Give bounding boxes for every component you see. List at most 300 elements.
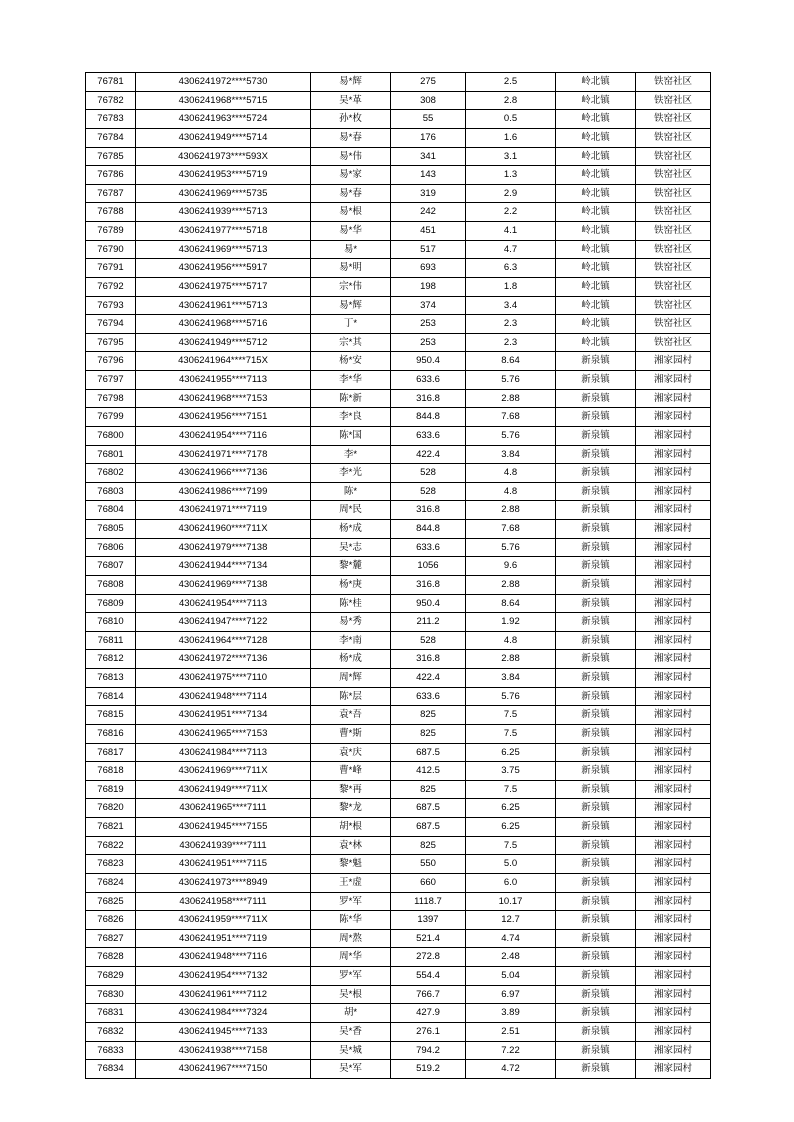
cell-rate: 2.9 <box>466 184 556 203</box>
cell-rate: 5.04 <box>466 967 556 986</box>
table-row <box>86 482 711 501</box>
cell-name: 杨*安 <box>311 352 391 371</box>
table-row <box>86 687 711 706</box>
cell-village: 湘家园村 <box>636 911 711 930</box>
cell-name: 吴*军 <box>311 1060 391 1079</box>
cell-village: 湘家园村 <box>636 855 711 874</box>
cell-rate: 7.5 <box>466 724 556 743</box>
cell-row-id: 76785 <box>86 147 136 166</box>
cell-row-id: 76831 <box>86 1004 136 1023</box>
cell-village: 湘家园村 <box>636 706 711 725</box>
cell-town: 新泉镇 <box>556 371 636 390</box>
cell-name: 易*辉 <box>311 73 391 92</box>
cell-amount: 253 <box>391 315 466 334</box>
cell-row-id: 76793 <box>86 296 136 315</box>
cell-row-id: 76833 <box>86 1041 136 1060</box>
cell-rate: 6.25 <box>466 799 556 818</box>
cell-rate: 1.92 <box>466 613 556 632</box>
cell-town: 新泉镇 <box>556 818 636 837</box>
cell-row-id: 76798 <box>86 389 136 408</box>
table-row <box>86 873 711 892</box>
cell-town: 岭北镇 <box>556 203 636 222</box>
records-table <box>85 72 711 1079</box>
cell-amount: 316.8 <box>391 389 466 408</box>
cell-id-number: 4306241961****7112 <box>136 985 311 1004</box>
cell-row-id: 76794 <box>86 315 136 334</box>
table-row <box>86 277 711 296</box>
table-row <box>86 426 711 445</box>
cell-amount: 272.8 <box>391 948 466 967</box>
cell-town: 新泉镇 <box>556 1060 636 1079</box>
cell-village: 铁窑社区 <box>636 166 711 185</box>
cell-rate: 2.3 <box>466 333 556 352</box>
cell-town: 新泉镇 <box>556 650 636 669</box>
cell-row-id: 76787 <box>86 184 136 203</box>
cell-town: 新泉镇 <box>556 873 636 892</box>
cell-village: 铁窑社区 <box>636 259 711 278</box>
cell-amount: 521.4 <box>391 929 466 948</box>
cell-row-id: 76822 <box>86 836 136 855</box>
cell-amount: 316.8 <box>391 650 466 669</box>
cell-row-id: 76821 <box>86 818 136 837</box>
cell-amount: 554.4 <box>391 967 466 986</box>
cell-village: 湘家园村 <box>636 557 711 576</box>
cell-row-id: 76803 <box>86 482 136 501</box>
cell-name: 杨*成 <box>311 520 391 539</box>
cell-amount: 253 <box>391 333 466 352</box>
cell-amount: 1056 <box>391 557 466 576</box>
cell-id-number: 4306241972****5730 <box>136 73 311 92</box>
cell-village: 湘家园村 <box>636 631 711 650</box>
table-row <box>86 613 711 632</box>
cell-rate: 1.3 <box>466 166 556 185</box>
cell-row-id: 76809 <box>86 594 136 613</box>
cell-rate: 5.76 <box>466 426 556 445</box>
cell-id-number: 4306241977****5718 <box>136 222 311 241</box>
table-row <box>86 594 711 613</box>
cell-name: 陈*层 <box>311 687 391 706</box>
cell-village: 湘家园村 <box>636 743 711 762</box>
cell-name: 杨*庚 <box>311 575 391 594</box>
cell-village: 湘家园村 <box>636 650 711 669</box>
cell-town: 新泉镇 <box>556 1041 636 1060</box>
cell-id-number: 4306241973****593X <box>136 147 311 166</box>
cell-id-number: 4306241955****7113 <box>136 371 311 390</box>
cell-town: 新泉镇 <box>556 967 636 986</box>
cell-village: 湘家园村 <box>636 1004 711 1023</box>
cell-town: 新泉镇 <box>556 948 636 967</box>
cell-rate: 7.5 <box>466 836 556 855</box>
cell-name: 易*辉 <box>311 296 391 315</box>
cell-village: 铁窑社区 <box>636 110 711 129</box>
table-row <box>86 855 711 874</box>
cell-town: 新泉镇 <box>556 724 636 743</box>
cell-amount: 528 <box>391 482 466 501</box>
cell-town: 新泉镇 <box>556 520 636 539</box>
cell-id-number: 4306241971****7178 <box>136 445 311 464</box>
cell-rate: 2.8 <box>466 91 556 110</box>
cell-amount: 316.8 <box>391 575 466 594</box>
cell-rate: 2.88 <box>466 575 556 594</box>
cell-row-id: 76813 <box>86 669 136 688</box>
table-row <box>86 650 711 669</box>
cell-row-id: 76807 <box>86 557 136 576</box>
cell-id-number: 4306241973****8949 <box>136 873 311 892</box>
cell-rate: 2.2 <box>466 203 556 222</box>
cell-id-number: 4306241951****7134 <box>136 706 311 725</box>
cell-id-number: 4306241954****7132 <box>136 967 311 986</box>
cell-rate: 5.0 <box>466 855 556 874</box>
cell-village: 铁窑社区 <box>636 315 711 334</box>
cell-rate: 5.76 <box>466 687 556 706</box>
cell-town: 新泉镇 <box>556 408 636 427</box>
cell-name: 周*辉 <box>311 669 391 688</box>
table-row <box>86 333 711 352</box>
cell-name: 吴*香 <box>311 1022 391 1041</box>
cell-village: 铁窑社区 <box>636 184 711 203</box>
cell-id-number: 4306241949****5714 <box>136 128 311 147</box>
cell-id-number: 4306241949****711X <box>136 780 311 799</box>
cell-town: 新泉镇 <box>556 799 636 818</box>
cell-town: 新泉镇 <box>556 352 636 371</box>
cell-amount: 517 <box>391 240 466 259</box>
cell-amount: 766.7 <box>391 985 466 1004</box>
cell-village: 铁窑社区 <box>636 128 711 147</box>
cell-rate: 5.76 <box>466 538 556 557</box>
cell-amount: 633.6 <box>391 687 466 706</box>
table-row <box>86 222 711 241</box>
cell-town: 岭北镇 <box>556 128 636 147</box>
cell-row-id: 76812 <box>86 650 136 669</box>
cell-town: 新泉镇 <box>556 631 636 650</box>
cell-town: 岭北镇 <box>556 222 636 241</box>
table-row <box>86 985 711 1004</box>
cell-rate: 2.5 <box>466 73 556 92</box>
cell-name: 周*华 <box>311 948 391 967</box>
cell-town: 岭北镇 <box>556 73 636 92</box>
cell-town: 新泉镇 <box>556 482 636 501</box>
table-row <box>86 296 711 315</box>
cell-village: 湘家园村 <box>636 594 711 613</box>
cell-amount: 275 <box>391 73 466 92</box>
cell-id-number: 4306241954****7116 <box>136 426 311 445</box>
cell-row-id: 76789 <box>86 222 136 241</box>
table-row <box>86 147 711 166</box>
cell-town: 岭北镇 <box>556 315 636 334</box>
cell-rate: 3.1 <box>466 147 556 166</box>
cell-rate: 6.25 <box>466 818 556 837</box>
table-row <box>86 799 711 818</box>
table-row <box>86 445 711 464</box>
cell-name: 易*春 <box>311 128 391 147</box>
cell-name: 宗*伟 <box>311 277 391 296</box>
cell-rate: 6.97 <box>466 985 556 1004</box>
cell-village: 湘家园村 <box>636 501 711 520</box>
table-row <box>86 203 711 222</box>
cell-amount: 687.5 <box>391 743 466 762</box>
cell-amount: 687.5 <box>391 799 466 818</box>
cell-id-number: 4306241948****7116 <box>136 948 311 967</box>
cell-village: 湘家园村 <box>636 762 711 781</box>
cell-village: 湘家园村 <box>636 371 711 390</box>
cell-village: 铁窑社区 <box>636 147 711 166</box>
cell-village: 湘家园村 <box>636 538 711 557</box>
cell-town: 新泉镇 <box>556 613 636 632</box>
cell-rate: 12.7 <box>466 911 556 930</box>
cell-amount: 319 <box>391 184 466 203</box>
cell-row-id: 76802 <box>86 464 136 483</box>
cell-id-number: 4306241967****7150 <box>136 1060 311 1079</box>
cell-amount: 825 <box>391 706 466 725</box>
cell-name: 李*光 <box>311 464 391 483</box>
cell-amount: 844.8 <box>391 408 466 427</box>
cell-rate: 5.76 <box>466 371 556 390</box>
cell-amount: 198 <box>391 277 466 296</box>
cell-rate: 7.68 <box>466 408 556 427</box>
cell-name: 胡*根 <box>311 818 391 837</box>
cell-village: 铁窑社区 <box>636 296 711 315</box>
cell-id-number: 4306241938****7158 <box>136 1041 311 1060</box>
table-row <box>86 967 711 986</box>
cell-id-number: 4306241979****7138 <box>136 538 311 557</box>
cell-row-id: 76820 <box>86 799 136 818</box>
cell-village: 湘家园村 <box>636 687 711 706</box>
cell-village: 铁窑社区 <box>636 203 711 222</box>
cell-amount: 211.2 <box>391 613 466 632</box>
cell-id-number: 4306241969****5713 <box>136 240 311 259</box>
cell-id-number: 4306241961****5713 <box>136 296 311 315</box>
cell-village: 湘家园村 <box>636 948 711 967</box>
cell-rate: 3.84 <box>466 445 556 464</box>
cell-name: 曹*峰 <box>311 762 391 781</box>
cell-name: 罗*军 <box>311 892 391 911</box>
cell-name: 易* <box>311 240 391 259</box>
cell-name: 黎*麓 <box>311 557 391 576</box>
table-row <box>86 128 711 147</box>
cell-amount: 55 <box>391 110 466 129</box>
cell-name: 易*家 <box>311 166 391 185</box>
cell-row-id: 76784 <box>86 128 136 147</box>
cell-id-number: 4306241966****7136 <box>136 464 311 483</box>
table-row <box>86 631 711 650</box>
cell-rate: 9.6 <box>466 557 556 576</box>
cell-id-number: 4306241947****7122 <box>136 613 311 632</box>
cell-town: 新泉镇 <box>556 1004 636 1023</box>
cell-village: 湘家园村 <box>636 836 711 855</box>
cell-amount: 550 <box>391 855 466 874</box>
cell-amount: 950.4 <box>391 352 466 371</box>
cell-village: 湘家园村 <box>636 520 711 539</box>
table-row <box>86 818 711 837</box>
cell-id-number: 4306241953****5719 <box>136 166 311 185</box>
cell-town: 岭北镇 <box>556 277 636 296</box>
cell-village: 湘家园村 <box>636 892 711 911</box>
cell-row-id: 76795 <box>86 333 136 352</box>
cell-id-number: 4306241968****5716 <box>136 315 311 334</box>
cell-name: 杨*成 <box>311 650 391 669</box>
cell-village: 铁窑社区 <box>636 91 711 110</box>
cell-amount: 242 <box>391 203 466 222</box>
cell-id-number: 4306241969****5735 <box>136 184 311 203</box>
cell-id-number: 4306241959****711X <box>136 911 311 930</box>
cell-id-number: 4306241954****7113 <box>136 594 311 613</box>
cell-name: 王*虚 <box>311 873 391 892</box>
cell-name: 陈*桂 <box>311 594 391 613</box>
cell-village: 湘家园村 <box>636 1022 711 1041</box>
cell-town: 新泉镇 <box>556 389 636 408</box>
cell-town: 岭北镇 <box>556 91 636 110</box>
cell-name: 曹*斯 <box>311 724 391 743</box>
cell-village: 湘家园村 <box>636 1041 711 1060</box>
cell-id-number: 4306241965****7153 <box>136 724 311 743</box>
cell-amount: 825 <box>391 724 466 743</box>
cell-town: 岭北镇 <box>556 110 636 129</box>
cell-name: 孙*枚 <box>311 110 391 129</box>
cell-name: 吴*革 <box>311 91 391 110</box>
cell-row-id: 76814 <box>86 687 136 706</box>
cell-row-id: 76810 <box>86 613 136 632</box>
cell-town: 岭北镇 <box>556 240 636 259</box>
cell-village: 湘家园村 <box>636 967 711 986</box>
cell-town: 新泉镇 <box>556 594 636 613</box>
cell-amount: 844.8 <box>391 520 466 539</box>
cell-name: 陈*华 <box>311 911 391 930</box>
cell-row-id: 76806 <box>86 538 136 557</box>
cell-rate: 2.88 <box>466 650 556 669</box>
table-row <box>86 1060 711 1079</box>
cell-amount: 176 <box>391 128 466 147</box>
table-row <box>86 557 711 576</box>
cell-village: 铁窑社区 <box>636 333 711 352</box>
cell-village: 湘家园村 <box>636 724 711 743</box>
cell-row-id: 76804 <box>86 501 136 520</box>
table-row <box>86 780 711 799</box>
cell-id-number: 4306241958****7111 <box>136 892 311 911</box>
table-row <box>86 836 711 855</box>
cell-amount: 341 <box>391 147 466 166</box>
cell-village: 湘家园村 <box>636 780 711 799</box>
cell-row-id: 76816 <box>86 724 136 743</box>
cell-name: 易*伟 <box>311 147 391 166</box>
cell-rate: 0.5 <box>466 110 556 129</box>
table-row <box>86 520 711 539</box>
cell-row-id: 76808 <box>86 575 136 594</box>
cell-id-number: 4306241960****711X <box>136 520 311 539</box>
cell-amount: 825 <box>391 780 466 799</box>
cell-name: 李*南 <box>311 631 391 650</box>
cell-row-id: 76791 <box>86 259 136 278</box>
cell-id-number: 4306241948****7114 <box>136 687 311 706</box>
cell-amount: 412.5 <box>391 762 466 781</box>
cell-id-number: 4306241968****5715 <box>136 91 311 110</box>
cell-rate: 3.84 <box>466 669 556 688</box>
cell-town: 新泉镇 <box>556 501 636 520</box>
cell-rate: 4.7 <box>466 240 556 259</box>
cell-town: 新泉镇 <box>556 762 636 781</box>
cell-town: 新泉镇 <box>556 687 636 706</box>
cell-rate: 6.0 <box>466 873 556 892</box>
table-row <box>86 929 711 948</box>
cell-name: 李* <box>311 445 391 464</box>
table-row <box>86 352 711 371</box>
cell-rate: 2.48 <box>466 948 556 967</box>
cell-rate: 3.4 <box>466 296 556 315</box>
cell-town: 岭北镇 <box>556 166 636 185</box>
cell-village: 湘家园村 <box>636 482 711 501</box>
cell-row-id: 76825 <box>86 892 136 911</box>
cell-row-id: 76830 <box>86 985 136 1004</box>
cell-amount: 374 <box>391 296 466 315</box>
cell-rate: 3.89 <box>466 1004 556 1023</box>
cell-amount: 1118.7 <box>391 892 466 911</box>
table-row <box>86 948 711 967</box>
cell-id-number: 4306241939****7111 <box>136 836 311 855</box>
cell-town: 岭北镇 <box>556 147 636 166</box>
table-row <box>86 762 711 781</box>
table-row <box>86 184 711 203</box>
cell-rate: 3.75 <box>466 762 556 781</box>
table-row <box>86 911 711 930</box>
cell-village: 湘家园村 <box>636 575 711 594</box>
table-row <box>86 1041 711 1060</box>
cell-row-id: 76790 <box>86 240 136 259</box>
cell-village: 湘家园村 <box>636 929 711 948</box>
table-row <box>86 724 711 743</box>
cell-row-id: 76788 <box>86 203 136 222</box>
cell-id-number: 4306241956****7151 <box>136 408 311 427</box>
table-row <box>86 1004 711 1023</box>
cell-rate: 10.17 <box>466 892 556 911</box>
cell-amount: 794.2 <box>391 1041 466 1060</box>
cell-row-id: 76829 <box>86 967 136 986</box>
cell-id-number: 4306241944****7134 <box>136 557 311 576</box>
cell-name: 宗*其 <box>311 333 391 352</box>
cell-id-number: 4306241945****7133 <box>136 1022 311 1041</box>
cell-row-id: 76782 <box>86 91 136 110</box>
cell-village: 湘家园村 <box>636 818 711 837</box>
cell-village: 铁窑社区 <box>636 222 711 241</box>
cell-amount: 143 <box>391 166 466 185</box>
cell-village: 湘家园村 <box>636 445 711 464</box>
cell-town: 新泉镇 <box>556 836 636 855</box>
cell-amount: 950.4 <box>391 594 466 613</box>
cell-row-id: 76817 <box>86 743 136 762</box>
cell-id-number: 4306241964****7128 <box>136 631 311 650</box>
cell-village: 湘家园村 <box>636 464 711 483</box>
cell-village: 湘家园村 <box>636 352 711 371</box>
cell-town: 新泉镇 <box>556 669 636 688</box>
cell-amount: 693 <box>391 259 466 278</box>
cell-name: 胡* <box>311 1004 391 1023</box>
cell-amount: 422.4 <box>391 669 466 688</box>
cell-town: 新泉镇 <box>556 743 636 762</box>
cell-id-number: 4306241945****7155 <box>136 818 311 837</box>
table-row <box>86 73 711 92</box>
cell-row-id: 76827 <box>86 929 136 948</box>
cell-name: 周*民 <box>311 501 391 520</box>
cell-rate: 4.74 <box>466 929 556 948</box>
cell-id-number: 4306241964****715X <box>136 352 311 371</box>
table-row <box>86 259 711 278</box>
cell-town: 新泉镇 <box>556 538 636 557</box>
table-row <box>86 538 711 557</box>
cell-amount: 825 <box>391 836 466 855</box>
cell-amount: 1397 <box>391 911 466 930</box>
cell-amount: 519.2 <box>391 1060 466 1079</box>
cell-rate: 4.8 <box>466 464 556 483</box>
cell-village: 湘家园村 <box>636 613 711 632</box>
cell-name: 吴*志 <box>311 538 391 557</box>
